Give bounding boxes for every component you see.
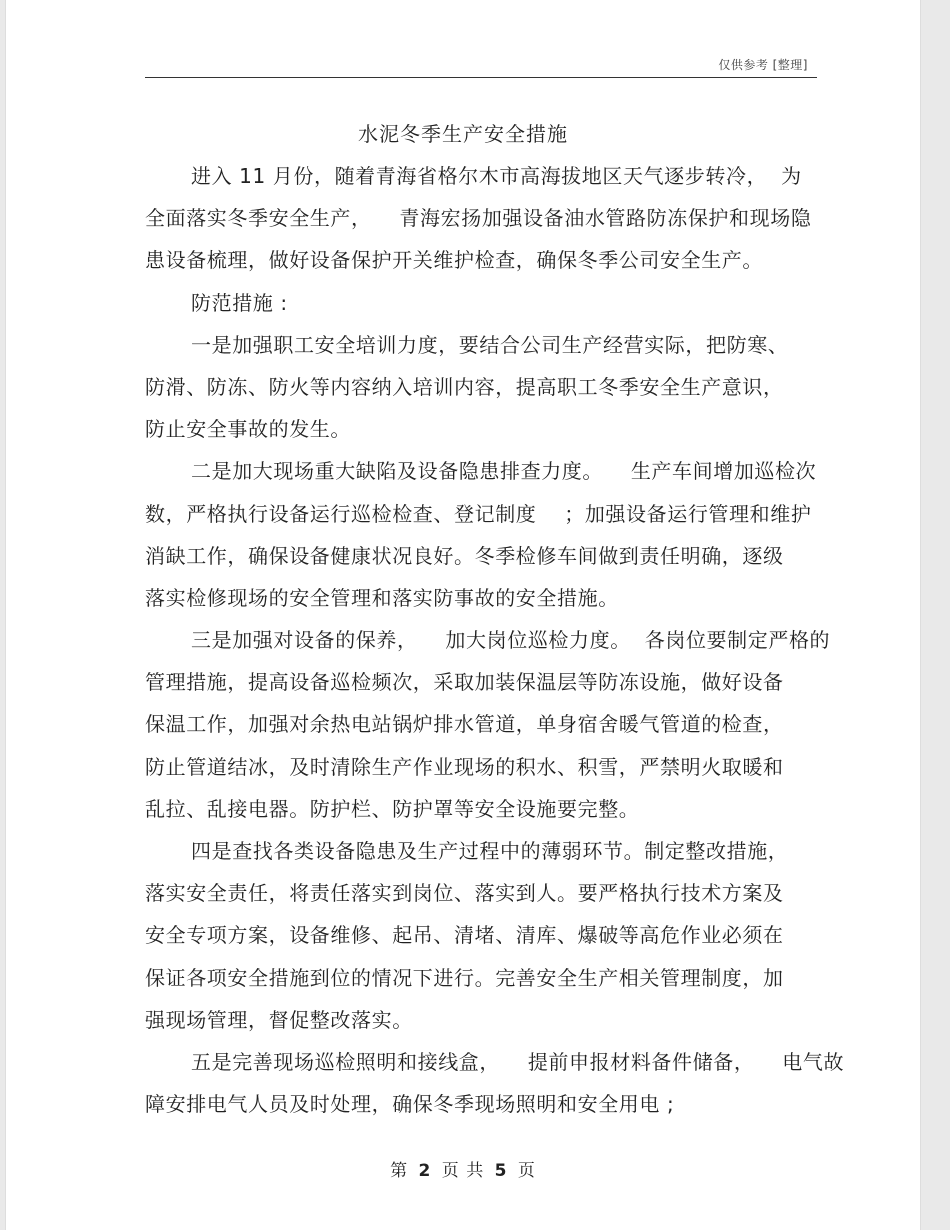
body-text-line: 全面落实冬季安全生产， 青海宏扬加强设备油水管路防冻保护和现场隐 xyxy=(145,206,812,231)
body-text-line: 患设备梳理，做好设备保护开关维护检查，确保冬季公司安全生产。 xyxy=(145,248,763,273)
footer-middle: 页 共 xyxy=(441,1161,485,1181)
body-text-line: 五是完善现场巡检照明和接线盒， 提前申报材料备件储备， 电气故 xyxy=(191,1049,845,1074)
body-text-line: 数，严格执行设备运行巡检检查、登记制度 ；加强设备运行管理和维护 xyxy=(145,501,812,526)
body-text-line: 落实安全责任，将责任落实到岗位、落实到人。要严格执行技术方案及 xyxy=(145,881,784,906)
body-text-line: 落实检修现场的安全管理和落实防事故的安全措施。 xyxy=(145,585,619,610)
body-text-line: 进入 11 月份，随着青海省格尔木市高海拔地区天气逐步转冷， 为 xyxy=(191,164,802,188)
document-body xyxy=(145,155,845,1125)
body-text-line: 管理措施，提高设备巡检频次，采取加装保温层等防冻设施，做好设备 xyxy=(145,670,784,695)
body-text-line: 安全专项方案，设备维修、起吊、清堵、清库、爆破等高危作业必须在 xyxy=(145,923,784,948)
body-text-line: 保温工作，加强对余热电站锅炉排水管道，单身宿舍暖气管道的检查， xyxy=(145,712,784,737)
body-text-line: 防止安全事故的发生。 xyxy=(145,417,351,442)
header-note: 仅供参考 [整理] xyxy=(718,58,808,72)
body-text-line: 保证各项安全措施到位的情况下进行。完善安全生产相关管理制度，加 xyxy=(145,965,784,990)
body-text-line: 乱拉、乱接电器。防护栏、防护罩等安全设施要完整。 xyxy=(145,796,640,821)
body-text-line: 防范措施 : xyxy=(191,290,288,315)
total-pages-number: 5 xyxy=(494,1161,508,1181)
body-text-line: 防止管道结冰，及时清除生产作业现场的积水、积雪，严禁明火取暖和 xyxy=(145,754,784,779)
body-text-line: 四是查找各类设备隐患及生产过程中的薄弱环节。制定整改措施， xyxy=(191,839,789,863)
body-text-line: 防滑、防冻、防火等内容纳入培训内容，提高职工冬季安全生产意识， xyxy=(145,374,784,399)
body-text-line: 二是加大现场重大缺陷及设备隐患排查力度。 生产车间增加巡检次 xyxy=(191,459,817,484)
body-text-line: 消缺工作，确保设备健康状况良好。冬季检修车间做到责任明确，逐级 xyxy=(145,543,784,568)
document-title: 水泥冬季生产安全措施 xyxy=(358,122,568,146)
header-divider xyxy=(145,77,817,78)
body-text-line: 一是加强职工安全培训力度，要结合公司生产经营实际，把防寒、 xyxy=(191,332,789,357)
footer-suffix: 页 xyxy=(517,1161,536,1181)
document-page xyxy=(6,0,920,1230)
footer-prefix: 第 xyxy=(390,1161,409,1181)
body-text-line: 三是加强对设备的保养， 加大岗位巡检力度。 各岗位要制定严格的 xyxy=(191,628,831,653)
page-number-footer xyxy=(6,1156,920,1181)
body-text-line: 强现场管理，督促整改落实。 xyxy=(145,1007,413,1032)
current-page-number: 2 xyxy=(418,1161,432,1181)
body-text-line: 障安排电气人员及时处理，确保冬季现场照明和安全用电 ; xyxy=(145,1092,675,1117)
